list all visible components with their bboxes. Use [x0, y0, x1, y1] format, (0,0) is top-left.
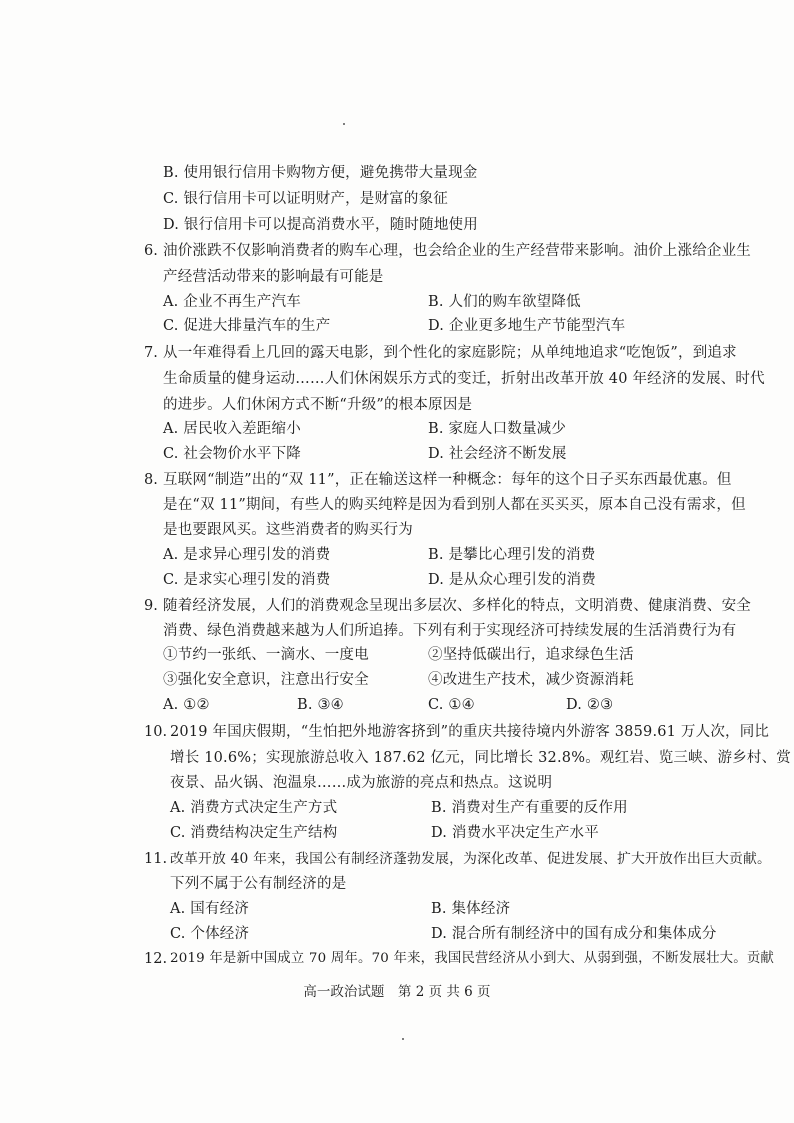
q7-stem-line: 从一年难得看上几回的露天电影，到个性化的家庭影院；从单纯地追求“吃饱饭”，到追求 [163, 345, 737, 361]
q11-number: 11. [144, 851, 168, 867]
q7-number: 7. [144, 345, 158, 361]
q7-stem-line: 的进步。人们休闲方式不断“升级”的根本原因是 [163, 397, 473, 413]
q7-option-d: D. 社会经济不断发展 [428, 446, 567, 462]
q10-option-c: C. 消费结构决定生产结构 [170, 825, 338, 841]
q7-stem-line: 生命质量的健身运动……人们休闲娱乐方式的变迁，折射出改革开放 40 年经济的发展、时代 [163, 371, 765, 387]
q8-option-a: A. 是求异心理引发的消费 [163, 547, 331, 563]
q6-number: 6. [144, 243, 158, 259]
q6-option-c: C. 促进大排量汽车的生产 [163, 318, 331, 334]
q10-stem-line: 夜景、品火锅、泡温泉……成为旅游的亮点和热点。这说明 [170, 775, 553, 791]
q5-option-b: B. 使用银行信用卡购物方便，避免携带大量现金 [163, 165, 478, 181]
q8-stem-line: 是也要跟风买。这些消费者的购买行为 [163, 522, 413, 538]
q9-item-1: ①节约一张纸、一滴水、一度电 [163, 647, 369, 663]
q9-item-4: ④改进生产技术，减少资源消耗 [428, 672, 634, 688]
q8-option-c: C. 是求实心理引发的消费 [163, 572, 331, 588]
page-footer: 高一政治试题 第 2 页 共 6 页 [303, 984, 491, 1000]
q5-option-d: D. 银行信用卡可以提高消费水平，随时随地使用 [163, 217, 478, 233]
q8-stem-line: 是在“双 11”期间，有些人的购买纯粹是因为看到别人都在买买买，原本自己没有需求，但 [163, 497, 746, 513]
q9-option-a: A. ①② [163, 697, 210, 713]
q12-number: 12. [144, 951, 168, 967]
q10-option-b: B. 消费对生产有重要的反作用 [431, 800, 628, 816]
q6-option-d: D. 企业更多地生产节能型汽车 [428, 318, 626, 334]
q11-option-d: D. 混合所有制经济中的国有成分和集体成分 [431, 926, 717, 942]
q9-option-d: D. ②③ [566, 697, 614, 713]
q6-option-b: B. 人们的购车欲望降低 [428, 294, 581, 310]
q6-stem-line: 产经营活动带来的影响最有可能是 [163, 269, 384, 285]
q5-option-c: C. 银行信用卡可以证明财产，是财富的象征 [163, 191, 448, 207]
q9-option-b: B. ③④ [297, 697, 344, 713]
q10-number: 10. [144, 724, 168, 740]
q9-item-2: ②坚持低碳出行，追求绿色生活 [428, 647, 634, 663]
q10-stem-line: 2019 年国庆假期，“生怕把外地游客挤到”的重庆共接待境内外游客 3859.61 万人次，同比 [170, 724, 770, 740]
q7-option-b: B. 家庭人口数量减少 [428, 421, 567, 437]
q11-option-b: B. 集体经济 [431, 901, 511, 917]
q7-option-c: C. 社会物价水平下降 [163, 446, 301, 462]
q10-stem-line: 增长 10.6%；实现旅游总收入 187.62 亿元，同比增长 32.8%。观红岩、览三峡、游乡村、赏 [170, 750, 791, 766]
q12-stem-line: 2019 年是新中国成立 70 周年。70 年来，我国民营经济从小到大、从弱到强，不断发展壮大。贡献 [170, 951, 775, 966]
scan-speck [402, 1038, 404, 1040]
q8-stem-line: 互联网“制造”出的“双 11”，正在输送这样一种概念：每年的这个日子买东西最优惠。但 [163, 472, 732, 488]
scan-speck [343, 123, 345, 125]
q8-number: 8. [144, 472, 158, 488]
q9-item-3: ③强化安全意识，注意出行安全 [163, 672, 369, 688]
q11-option-c: C. 个体经济 [170, 926, 250, 942]
q9-stem-line: 随着经济发展，人们的消费观念呈现出多层次、多样化的特点，文明消费、健康消费、安全 [163, 598, 751, 614]
q6-option-a: A. 企业不再生产汽车 [163, 294, 301, 310]
q7-option-a: A. 居民收入差距缩小 [163, 421, 301, 437]
q10-option-d: D. 消费水平决定生产水平 [431, 825, 599, 841]
q11-stem-line: 改革开放 40 年来，我国公有制经济蓬勃发展，为深化改革、促进发展、扩大开放作出巨大贡献。 [170, 851, 771, 867]
q10-option-a: A. 消费方式决定生产方式 [170, 800, 338, 816]
q8-option-d: D. 是从众心理引发的消费 [428, 572, 596, 588]
q9-option-c: C. ①④ [428, 697, 475, 713]
q9-number: 9. [144, 598, 158, 614]
q9-stem-line: 消费、绿色消费越来越为人们所追捧。下列有利于实现经济可持续发展的生活消费行为有 [163, 623, 737, 639]
q11-option-a: A. 国有经济 [170, 901, 250, 917]
q6-stem-line: 油价涨跌不仅影响消费者的购车心理，也会给企业的生产经营带来影响。油价上涨给企业生 [163, 243, 751, 259]
q11-stem-line: 下列不属于公有制经济的是 [170, 876, 347, 892]
q8-option-b: B. 是攀比心理引发的消费 [428, 547, 596, 563]
